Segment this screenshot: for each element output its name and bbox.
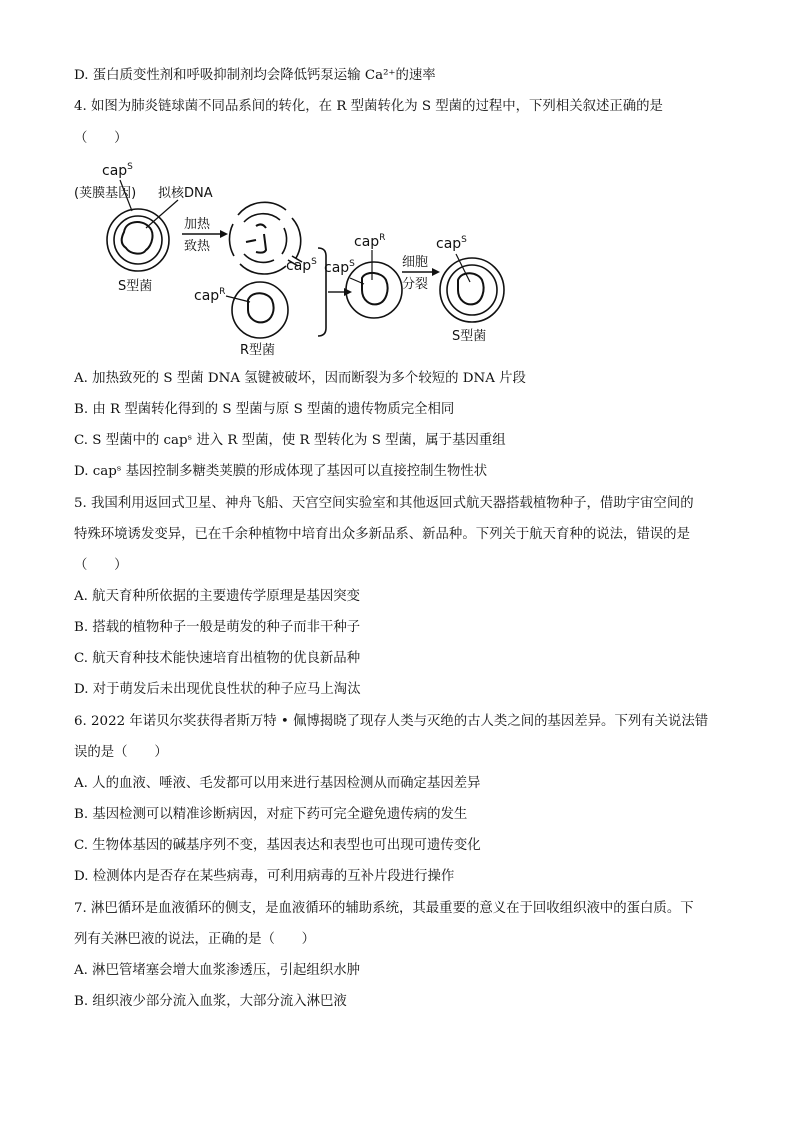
fig-label-caps-mid: cap$^S$ <box>286 257 317 274</box>
s-bacterium-transformed <box>440 254 504 322</box>
fig-label-s-bacterium-1: S型菌 <box>118 279 153 294</box>
fig-label-division-2: 分裂 <box>402 277 429 292</box>
fig-label-caps-top: cap$^S$ <box>102 162 133 179</box>
fig-label-capr-left: cap$^R$ <box>194 287 226 304</box>
r-bacterium <box>226 282 288 338</box>
fig-label-capsule-gene: (荚膜基因) <box>74 186 137 201</box>
fig-label-heat-2: 致热 <box>184 239 211 254</box>
fig-label-heat-1: 加热 <box>184 217 211 232</box>
fig-label-caps-right: cap$^S$ <box>436 235 467 252</box>
fig-label-dna: 拟核DNA <box>158 186 213 201</box>
q3-option-d: D. 蛋白质变性剂和呼吸抑制剂均会降低钙泵运输 Ca²⁺的速率 <box>74 68 436 83</box>
fig-label-r-bacterium: R型菌 <box>240 343 276 358</box>
fig-label-capr-merge: cap$^R$ <box>354 233 386 250</box>
fig-label-caps-merge: cap$^S$ <box>324 259 355 276</box>
fig-label-division-1: 细胞 <box>402 255 429 270</box>
fig-label-s-bacterium-2: S型菌 <box>452 329 487 344</box>
q4-figure <box>60 150 520 360</box>
